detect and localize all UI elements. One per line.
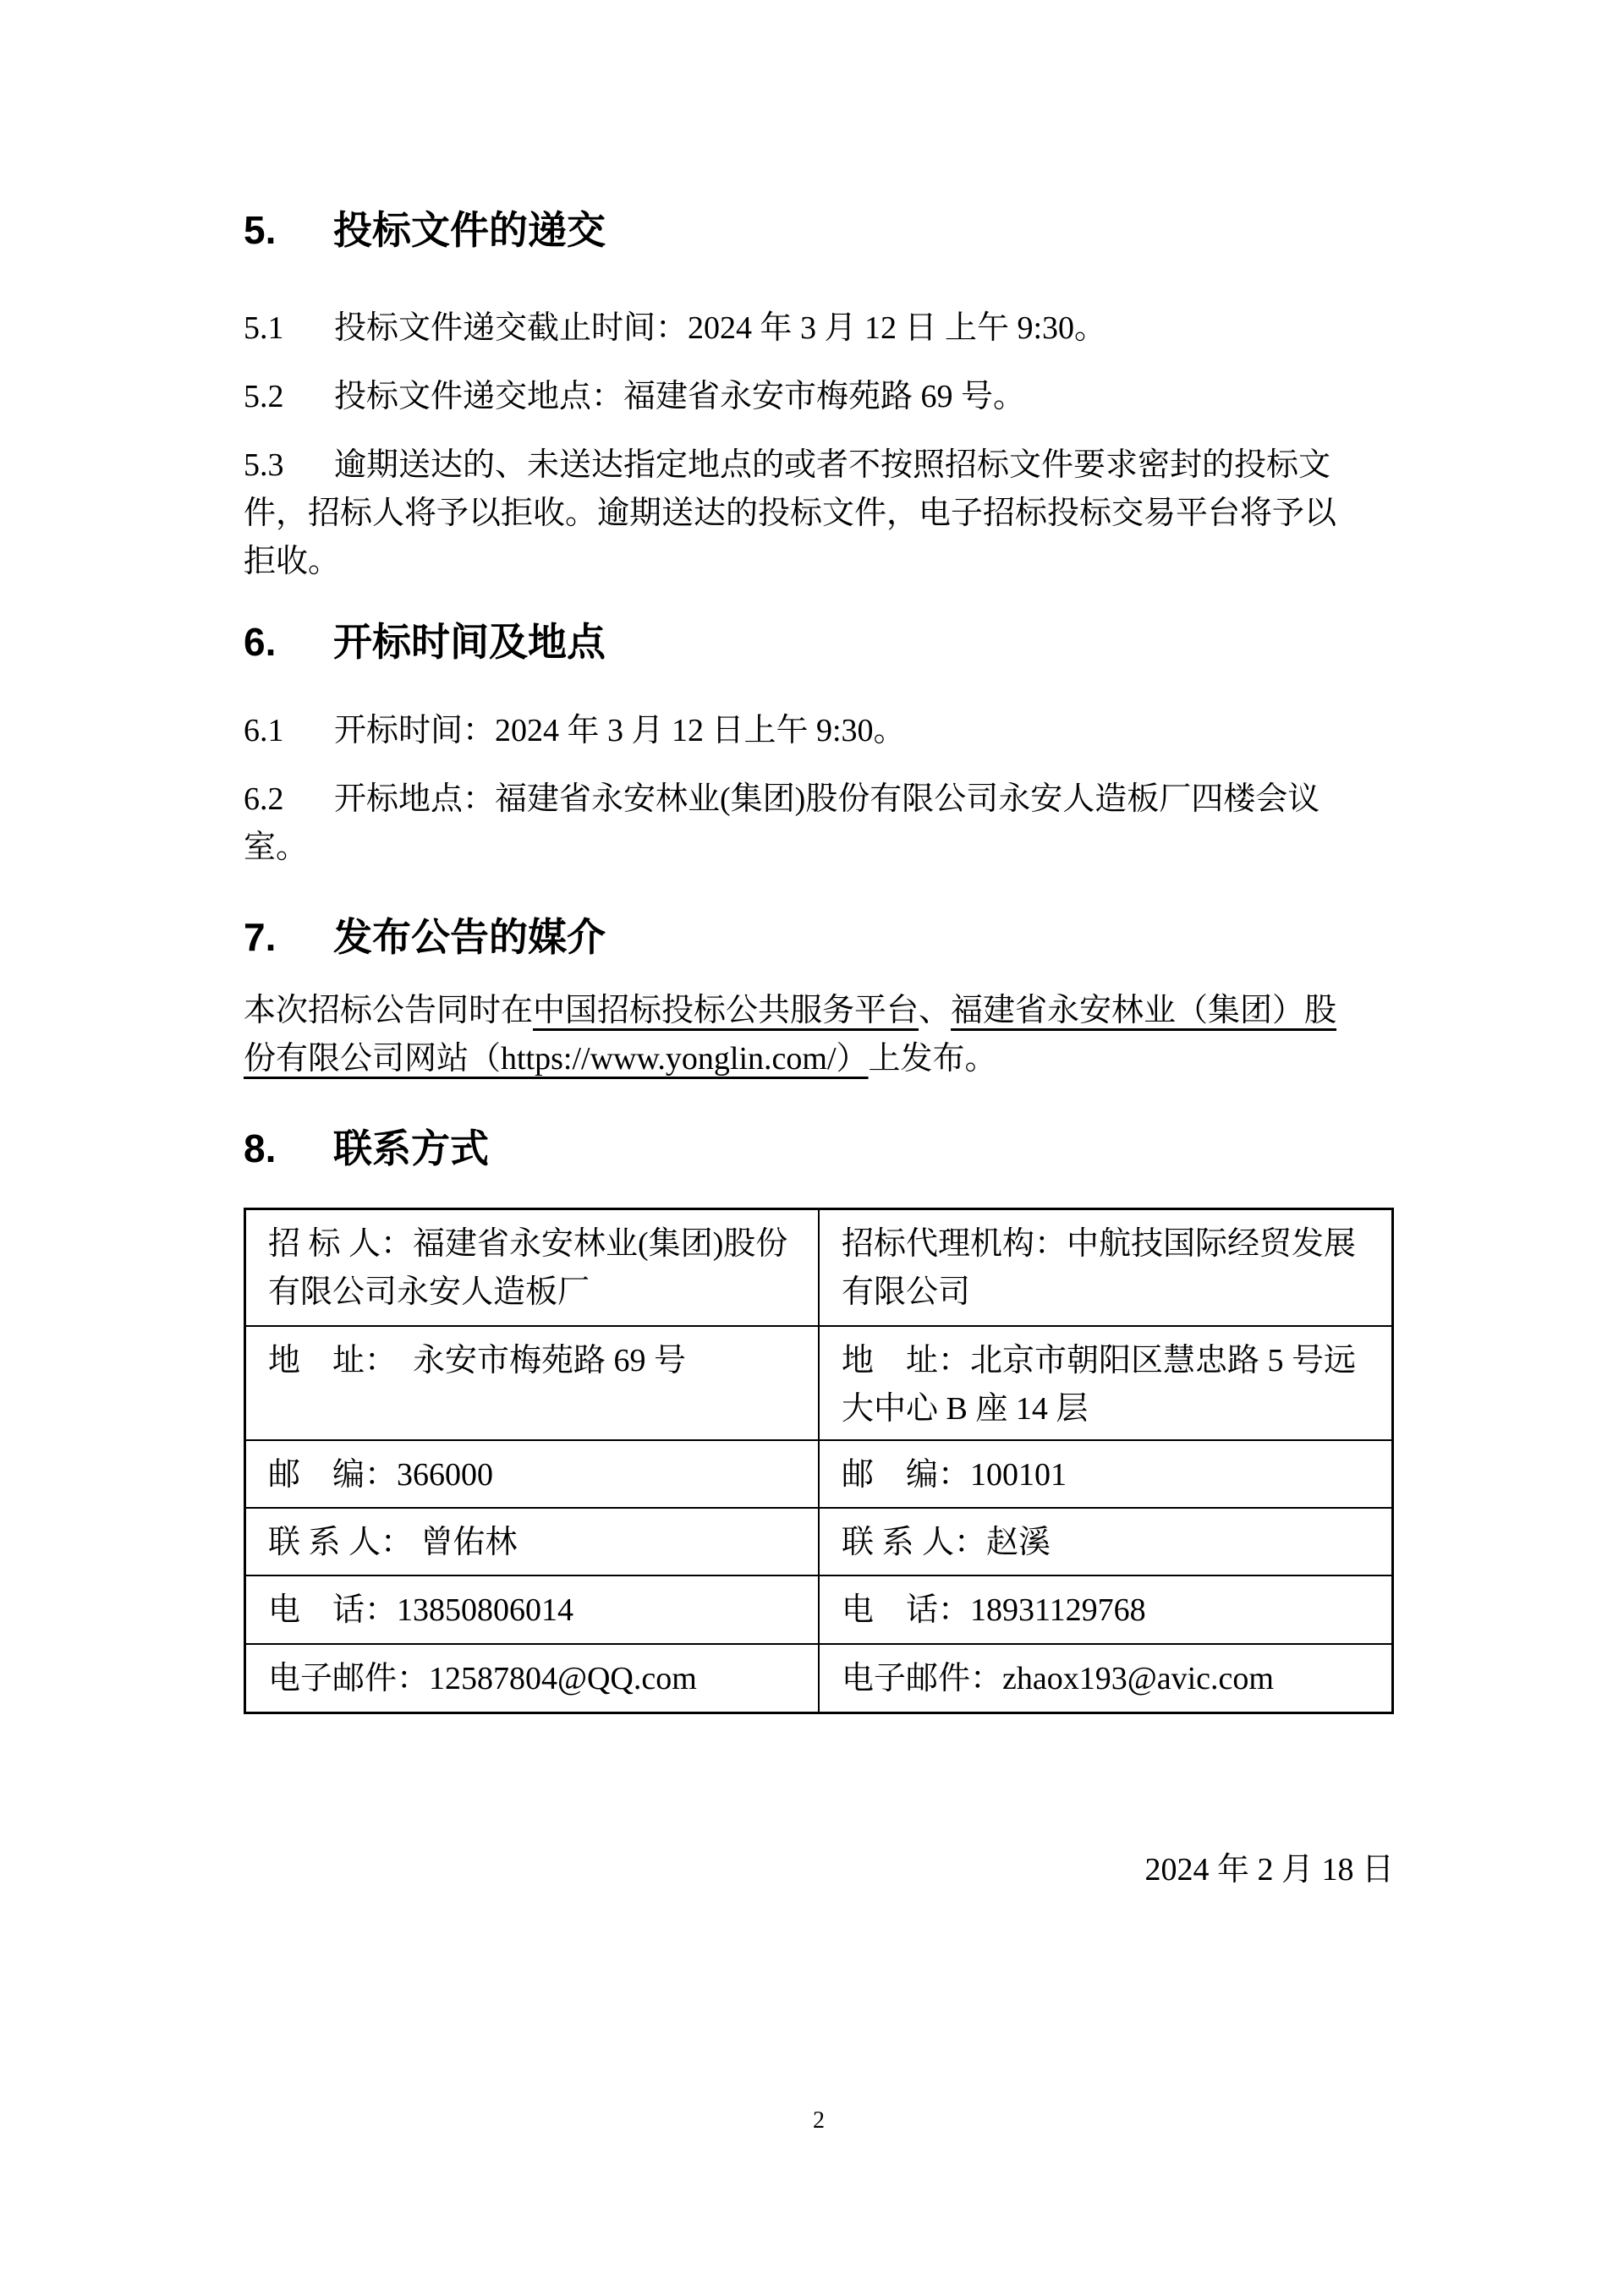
clause-5-3-line1: 逾期送达的、未送达指定地点的或者不按照招标文件要求密封的投标文 xyxy=(334,447,1331,483)
row-address xyxy=(245,1326,1393,1440)
tenderer-address-cell: 地 址： 永安市梅苑路 69 号 xyxy=(245,1326,820,1440)
clause-5-3 xyxy=(244,441,1394,586)
section-7-number: 7. xyxy=(244,915,277,959)
clause-6-2 xyxy=(244,775,1394,872)
document-content xyxy=(244,207,1394,2138)
clause-5-2-text: 投标文件递交地点：福建省永安市梅苑路 69 号。 xyxy=(334,379,1026,414)
clause-6-2-line2: 室。 xyxy=(244,830,309,865)
section-7-title: 发布公告的媒介 xyxy=(333,915,606,959)
clause-5-2-number: 5.2 xyxy=(244,379,284,414)
document-date: 2024 年 2 月 18 日 xyxy=(1144,1852,1394,1888)
row-contact-person xyxy=(245,1508,1393,1575)
media-separator: 、 xyxy=(919,993,952,1028)
row-phone xyxy=(245,1575,1393,1644)
section-7-heading xyxy=(244,914,1394,960)
section-8-heading xyxy=(244,1126,1394,1171)
tenderer-postcode-cell: 邮 编：366000 xyxy=(245,1440,820,1508)
tenderer-email-cell: 电子邮件：12587804@QQ.com xyxy=(245,1644,820,1713)
row-email xyxy=(245,1644,1393,1713)
contact-table xyxy=(244,1208,1394,1714)
section-8-title: 联系方式 xyxy=(333,1126,489,1170)
agency-phone-cell: 电 话：18931129768 xyxy=(819,1575,1393,1644)
clause-5-1-text: 投标文件递交截止时间：2024 年 3 月 12 日 上午 9:30。 xyxy=(334,310,1107,346)
tenderer-contact-cell: 联 系 人： 曾佑林 xyxy=(245,1508,820,1575)
agency-address-cell: 地 址：北京市朝阳区慧忠路 5 号远大中心 B 座 14 层 xyxy=(819,1326,1393,1440)
section-8-number: 8. xyxy=(244,1126,277,1170)
agency-info-cell: 招标代理机构：中航技国际经贸发展有限公司 xyxy=(819,1209,1393,1326)
section-5-heading xyxy=(244,207,1394,253)
clause-6-1-text: 开标时间：2024 年 3 月 12 日上午 9:30。 xyxy=(334,713,906,748)
media-platform-2-part1: 福建省永安林业（集团）股 xyxy=(951,993,1337,1028)
clause-5-3-number: 5.3 xyxy=(244,447,284,483)
media-text-lead: 本次招标公告同时在 xyxy=(244,993,534,1028)
clause-6-2-line1: 开标地点：福建省永安林业(集团)股份有限公司永安人造板厂四楼会议 xyxy=(334,781,1320,817)
media-platform-1: 中国招标投标公共服务平台 xyxy=(533,993,919,1028)
section-5-title: 投标文件的递交 xyxy=(333,208,606,252)
section-6-title: 开标时间及地点 xyxy=(333,620,606,664)
clause-5-1-number: 5.1 xyxy=(244,310,284,346)
section-6-heading xyxy=(244,619,1394,665)
row-tenderer-agency xyxy=(245,1209,1393,1326)
clause-6-1 xyxy=(244,707,1394,755)
agency-contact-cell: 联 系 人：赵溪 xyxy=(819,1508,1393,1575)
tenderer-phone-cell: 电 话：13850806014 xyxy=(245,1575,820,1644)
clause-5-1 xyxy=(244,304,1394,353)
media-platform-2-part2-url: 份有限公司网站（https://www.yonglin.com/） xyxy=(244,1041,869,1077)
clause-5-3-line2: 件，招标人将予以拒收。逾期送达的投标文件，电子招标投标交易平台将予以 xyxy=(244,496,1337,531)
publication-media-paragraph xyxy=(244,987,1394,1083)
clause-5-2 xyxy=(244,373,1394,421)
media-text-tail: 上发布。 xyxy=(868,1041,997,1077)
agency-email-cell: 电子邮件：zhaox193@avic.com xyxy=(819,1644,1393,1713)
agency-postcode-cell: 邮 编：100101 xyxy=(819,1440,1393,1508)
clause-5-3-line3: 拒收。 xyxy=(244,544,341,579)
tenderer-info-cell: 招 标 人：福建省永安林业(集团)股份有限公司永安人造板厂 xyxy=(245,1209,820,1326)
section-6-number: 6. xyxy=(244,620,277,664)
section-5-number: 5. xyxy=(244,208,277,252)
page-number: 2 xyxy=(813,2107,825,2134)
clause-6-2-number: 6.2 xyxy=(244,781,284,817)
clause-6-1-number: 6.1 xyxy=(244,713,284,748)
row-postcode xyxy=(245,1440,1393,1508)
